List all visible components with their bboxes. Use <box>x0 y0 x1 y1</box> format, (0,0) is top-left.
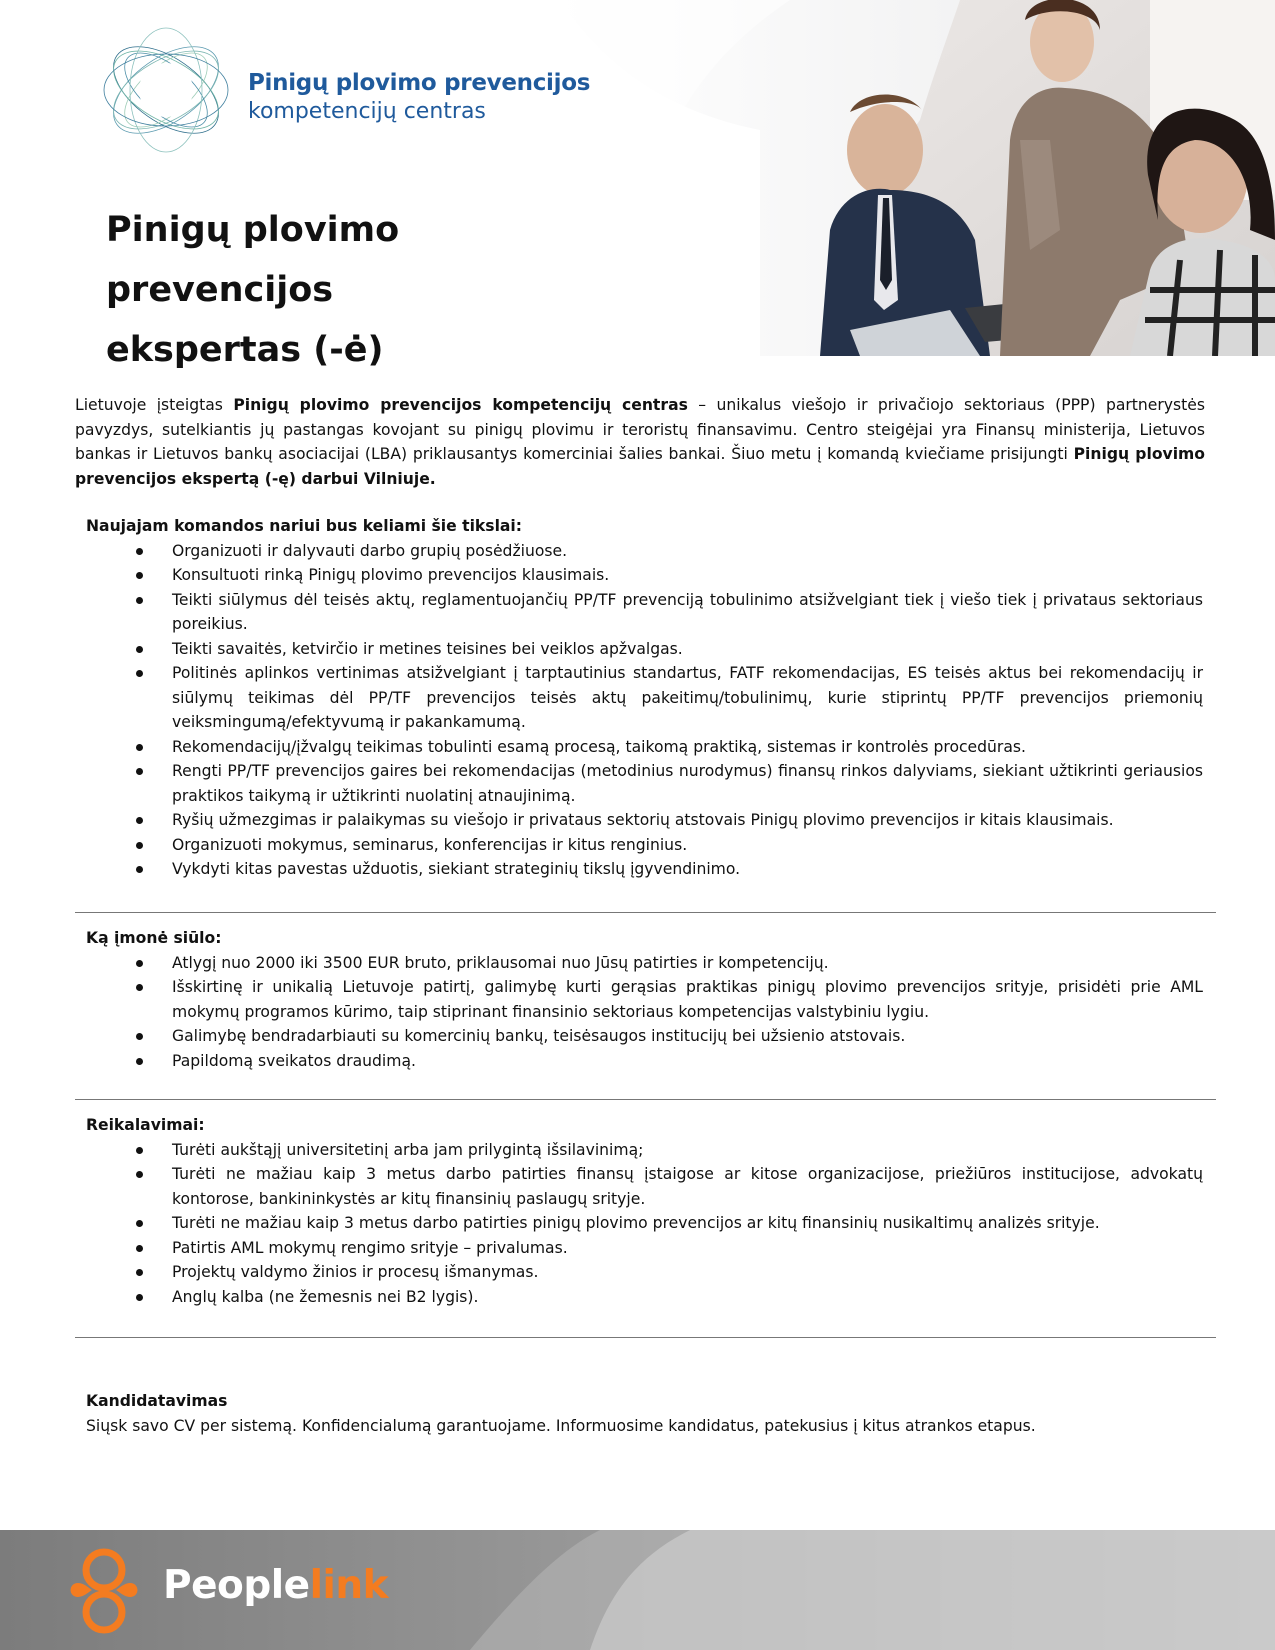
list-item: Patirtis AML mokymų rengimo srityje – privalumas. <box>172 1236 1205 1261</box>
intro-company-name: Pinigų plovimo prevencijos kompetencijų centras <box>233 396 688 414</box>
list-item: Papildomą sveikatos draudimą. <box>172 1049 1205 1074</box>
list-item: Konsultuoti rinką Pinigų plovimo prevencijos klausimais. <box>172 563 1205 588</box>
list-item: Rekomendacijų/įžvalgų teikimas tobulinti esamą procesą, taikomą praktiką, sistemas ir kontrolės procedūras. <box>172 735 1205 760</box>
logo-line-1: Pinigų plovimo prevencijos <box>248 70 591 96</box>
list-item: Rengti PP/TF prevencijos gaires bei rekomendacijas (metodinius nurodymus) finansų rinkos dalyviams, siekiant užtikrinti geriausios praktikos taikymą ir užtikrinti nuolatinį atnaujinimą. <box>172 759 1205 808</box>
list-item: Anglų kalba (ne žemesnis nei B2 lygis). <box>172 1285 1205 1310</box>
list-item: Atlygį nuo 2000 iki 3500 EUR bruto, priklausomai nuo Jūsų patirties ir kompetencijų. <box>172 951 1205 976</box>
list-item: Teikti siūlymus dėl teisės aktų, reglamentuojančių PP/TF prevenciją tobulinimo atsižvelgiant tiek į viešo tiek į privataus sektoriaus poreikius. <box>172 588 1205 637</box>
offer-block <box>75 926 1205 1073</box>
requirements-section <box>86 1113 1205 1309</box>
offer-list <box>86 951 1205 1074</box>
logo-line-2: kompetencijų centras <box>248 99 486 124</box>
job-title <box>106 200 626 380</box>
job-title-line-2: ekspertas (-ė) <box>106 330 384 370</box>
company-logo-text <box>248 68 590 126</box>
list-item: Ryšių užmezgimas ir palaikymas su viešojo ir privataus sektorių atstovais Pinigų plovimo prevencijos ir kitais klausimais. <box>172 808 1205 833</box>
offer-section <box>86 926 1205 1073</box>
apply-block <box>75 1389 1205 1438</box>
list-item: Vykdyti kitas pavestas užduotis, siekiant strateginių tikslų įgyvendinimo. <box>172 857 1205 882</box>
goals-list <box>86 539 1205 882</box>
list-item: Išskirtinę ir unikalią Lietuvoje patirtį, galimybę kurti gerąsias praktikas pinigų plovimo prevencijos srityje, prisidėti prie AML mokymų programos kūrimo, taip stiprinant finansinio sektoriaus kompetencijas valstybiniu lygiu. <box>172 975 1205 1024</box>
person-man-head <box>847 104 923 196</box>
goals-title: Naujajam komandos nariui bus keliami šie tikslai: <box>86 517 523 535</box>
intro-text-1: Lietuvoje įsteigtas <box>75 396 234 414</box>
page-footer <box>0 1530 1275 1650</box>
apply-title: Kandidatavimas <box>86 1392 228 1410</box>
list-item: Politinės aplinkos vertinimas atsižvelgiant į tarptautinius standartus, FATF rekomendacijas, ES teisės aktus bei rekomendacijų ir siūlymų teikimas dėl PP/TF prevencijos teisės aktų pakeitimų/tobulinimų, kurie stiprintų PP/TF prevencijos priemonių veiksmingumą/efektyvumą ir pakankamumą. <box>172 661 1205 735</box>
list-item: Organizuoti mokymus, seminarus, konferencijas ir kitus renginius. <box>172 833 1205 858</box>
offer-title: Ką įmonė siūlo: <box>86 929 222 947</box>
intro-position: Pinigų plovimo prevencijos ekspertą (-ę) darbui Vilniuje. <box>75 445 1205 488</box>
list-item: Turėti ne mažiau kaip 3 metus darbo patirties pinigų plovimo prevencijos ar kitų finansinių nusikaltimų analizės srityje. <box>172 1211 1205 1236</box>
list-item: Turėti aukštąjį universitetinį arba jam prilygintą išsilavinimą; <box>172 1138 1205 1163</box>
section-divider <box>75 912 1216 913</box>
peoplelink-logo-text <box>163 1563 388 1608</box>
intro-paragraph <box>75 393 1205 491</box>
intro-text-2: – unikalus viešojo ir privačiojo sektoriaus (PPP) partnerystės pavyzdys, sutelkiantis jų pastangas kovojant su pinigų plovimu ir teroristų finansavimu. Centro steigėjai yra Finansų ministerija, Lietuvos bankas ir Lietuvos bankų asociacijai (LBA) priklausantys komerciniai šalies bankai. Šiuo metu į komandą kviečiame prisijungti <box>75 396 1205 463</box>
section-divider <box>75 1099 1216 1100</box>
section-divider <box>75 1337 1216 1338</box>
list-item: Projektų valdymo žinios ir procesų išmanymas. <box>172 1260 1205 1285</box>
requirements-block <box>75 1113 1205 1309</box>
requirements-list <box>86 1138 1205 1310</box>
job-description <box>75 393 1205 882</box>
list-item: Turėti ne mažiau kaip 3 metus darbo patirties finansų įstaigose ar kitose organizacijose, priežiūros institucijose, advokatų kontorose, bankininkystės ar kitų finansinių paslaugų srityje. <box>172 1162 1205 1211</box>
job-title-line-1: Pinigų plovimo prevencijos <box>106 210 400 310</box>
list-item: Galimybę bendradarbiauti su komercinių bankų, teisėsaugos institucijų bei užsienio atstovais. <box>172 1024 1205 1049</box>
page-header <box>0 0 1275 370</box>
requirements-title: Reikalavimai: <box>86 1116 205 1134</box>
list-item: Organizuoti ir dalyvauti darbo grupių posėdžiuose. <box>172 539 1205 564</box>
kompetenciju-centras-logo-icon <box>98 28 233 152</box>
brand-part-2: link <box>309 1563 389 1608</box>
list-item: Teikti savaitės, ketvirčio ir metines teisines bei veiklos apžvalgas. <box>172 637 1205 662</box>
goals-section <box>86 514 1205 882</box>
apply-text: Siųsk savo CV per sistemą. Konfidencialumą garantuojame. Informuosime kandidatus, patekusius į kitus atrankos etapus. <box>86 1416 1036 1435</box>
brand-part-1: People <box>163 1563 310 1608</box>
apply-section <box>86 1389 1205 1438</box>
